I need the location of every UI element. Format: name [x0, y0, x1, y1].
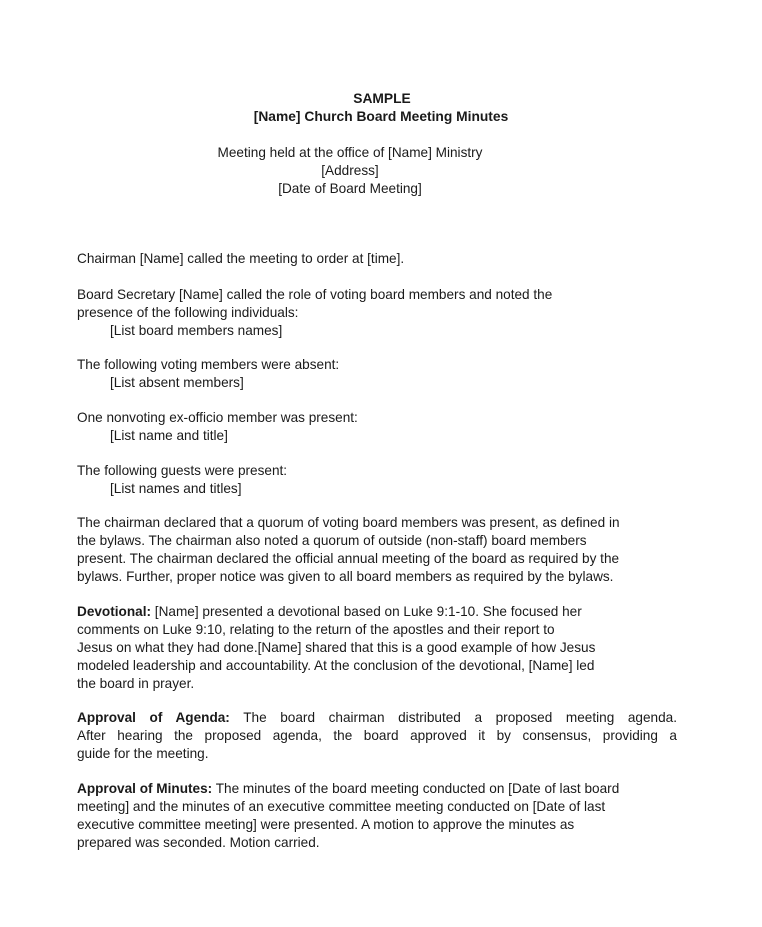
meeting-address: [Address]	[321, 163, 379, 178]
roll-call-paragraph	[77, 286, 687, 340]
absent-paragraph	[77, 356, 687, 392]
agenda-paragraph	[77, 709, 677, 763]
devotional-line: comments on Luke 9:10, relating to the return of the apostles and their report to	[77, 622, 555, 637]
meeting-location: Meeting held at the office of [Name] Ministry	[217, 145, 483, 160]
absent-members-list: [List absent members]	[110, 375, 244, 390]
absent-intro: The following voting members were absent:	[77, 357, 340, 372]
minutes-line: prepared was seconded. Motion carried.	[77, 835, 320, 850]
minutes-line: meeting] and the minutes of an executive committee meeting conducted on [Date of last	[77, 799, 606, 814]
agenda-text: The board chairman distributed a proposed meeting agenda.	[229, 710, 678, 725]
quorum-line: The chairman declared that a quorum of voting board members was present, as defined in	[77, 515, 620, 530]
quorum-paragraph	[77, 514, 687, 586]
agenda-line: guide for the meeting.	[77, 746, 209, 761]
devotional-heading: Devotional:	[77, 604, 152, 619]
call-to-order-paragraph	[77, 250, 687, 268]
minutes-text: The minutes of the board meeting conducted on [Date of last board	[212, 781, 620, 796]
meeting-date: [Date of Board Meeting]	[278, 181, 422, 196]
meeting-info	[0, 144, 700, 198]
minutes-paragraph	[77, 780, 687, 852]
guests-intro: The following guests were present:	[77, 463, 288, 478]
guests-paragraph	[77, 462, 687, 498]
agenda-heading: Approval of Agenda:	[77, 710, 230, 725]
board-members-list: [List board members names]	[110, 323, 283, 338]
roll-call-line: presence of the following individuals:	[77, 305, 299, 320]
devotional-line: the board in prayer.	[77, 676, 195, 691]
guests-list: [List names and titles]	[110, 481, 242, 496]
devotional-text: [Name] presented a devotional based on Luke 9:1-10. She focused her	[151, 604, 582, 619]
quorum-line: bylaws. Further, proper notice was given to all board members as required by the bylaws.	[77, 569, 614, 584]
minutes-line: executive committee meeting] were presented. A motion to approve the minutes as	[77, 817, 575, 832]
ex-officio-intro: One nonvoting ex-officio member was present:	[77, 410, 358, 425]
roll-call-line: Board Secretary [Name] called the role of voting board members and noted the	[77, 287, 553, 302]
devotional-line: modeled leadership and accountability. At the conclusion of the devotional, [Name] led	[77, 658, 595, 673]
quorum-line: the bylaws. The chairman also noted a quorum of outside (non-staff) board members	[77, 533, 587, 548]
ex-officio-paragraph	[77, 409, 687, 445]
devotional-paragraph	[77, 603, 687, 693]
call-to-order-text: Chairman [Name] called the meeting to order at [time].	[77, 251, 405, 266]
quorum-line: present. The chairman declared the official annual meeting of the board as required by the	[77, 551, 620, 566]
document-title: [Name] Church Board Meeting Minutes	[253, 109, 509, 124]
agenda-line: After hearing the proposed agenda, the board approved it by consensus, providing a	[77, 728, 677, 743]
sample-label: SAMPLE	[353, 91, 411, 106]
ex-officio-list: [List name and title]	[110, 428, 228, 443]
devotional-line: Jesus on what they had done.[Name] shared that this is a good example of how Jesus	[77, 640, 596, 655]
minutes-heading: Approval of Minutes:	[77, 781, 213, 796]
document-header	[0, 90, 762, 126]
